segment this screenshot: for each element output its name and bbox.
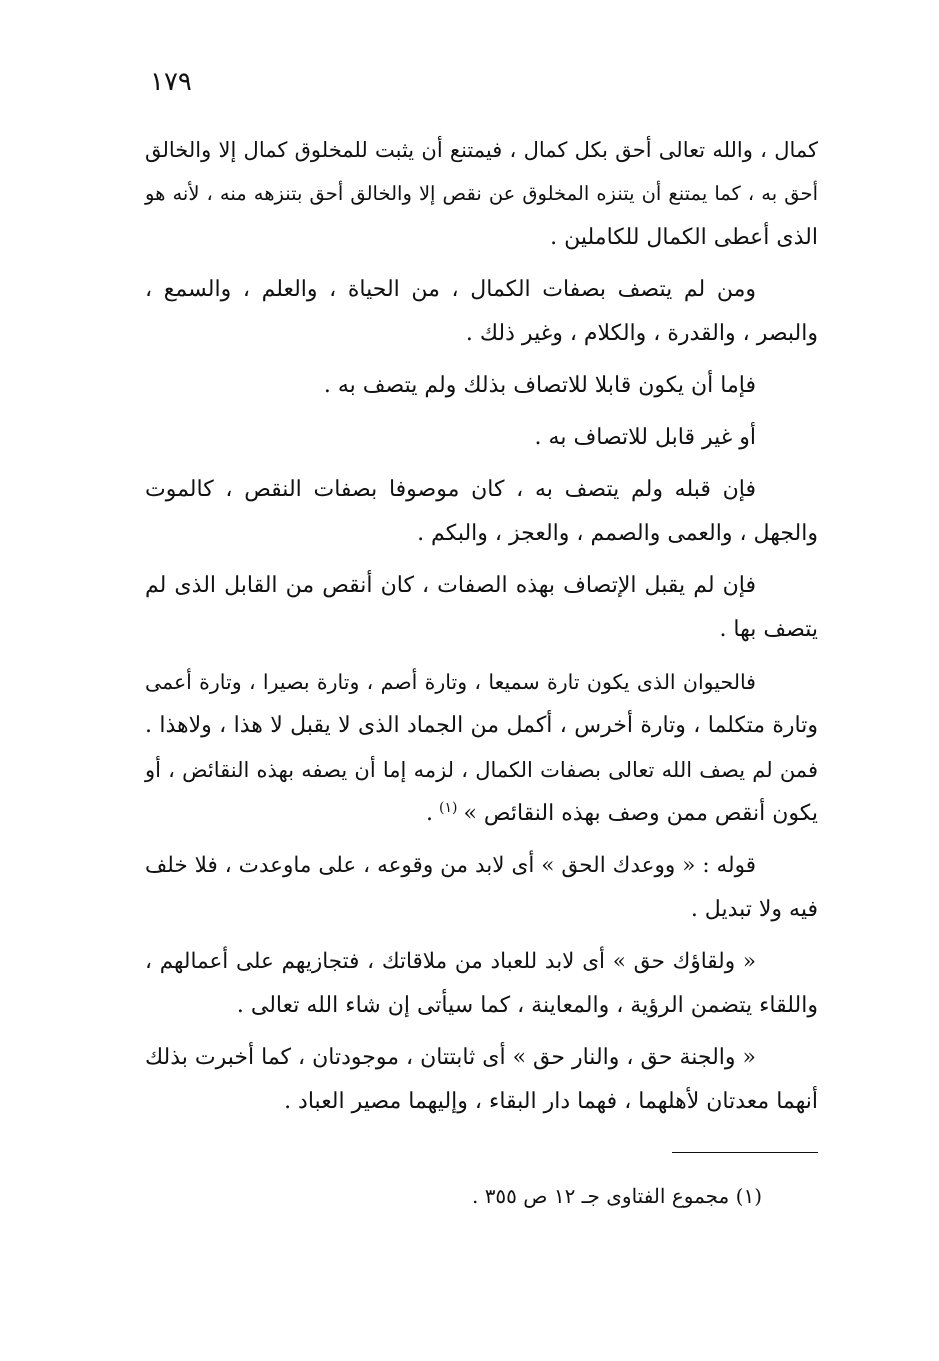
text-line: والبصر ، والقدرة ، والكلام ، وغير ذلك . [465,321,818,346]
text-line: كمال ، والله تعالى أحق بكل كمال ، فيمتنع أن يثبت للمخلوق كمال إلا والخالق [145,138,818,162]
footnote-reference: (١) [438,799,458,816]
text-line: فيه ولا تبديل . [690,897,818,922]
text-line: والجهل ، والعمى والصمم ، والعجز ، والبكم . [417,521,818,546]
text-line-with-footnote-ref [145,792,818,836]
text-line: وتارة متكلما ، وتارة أخرس ، أكمل من الجماد الذى لا يقبل لا هذا ، ولاهذا . [145,713,818,738]
paragraph [145,268,818,356]
text-line: ومن لم يتصف بصفات الكمال ، من الحياة ، والعلم ، والسمع ، [145,277,756,302]
text-line: « ولقاؤك حق » أى لابد للعباد من ملاقاتك ، فتجازيهم على أعمالهم ، [145,949,756,974]
line-end-mark: . [425,801,433,826]
text-line: الذى أعطى الكمال للكاملين . [550,225,818,250]
text-line: « والجنة حق ، والنار حق » أى ثابتتان ، موجودتان ، كما أخبرت بذلك [145,1045,756,1070]
text-line-content: يكون أنقص ممن وصف بهذه النقائص » [463,801,818,826]
main-text [145,128,818,1124]
footnote-divider [672,1152,818,1153]
text-line: أو غير قابل للاتصاف به . [534,425,756,450]
paragraph [145,940,818,1028]
text-line: فإن قبله ولم يتصف به ، كان موصوفا بصفات النقص ، كالموت [145,477,756,502]
text-line: قوله : « ووعدك الحق » أى لابد من وقوعه ، على ماوعدت ، فلا خلف [145,853,756,878]
text-line: فالحيوان الذى يكون تارة سميعا ، وتارة أصم ، وتارة بصيرا ، وتارة أعمى [145,670,756,694]
paragraph [145,416,818,460]
paragraph [145,128,818,260]
page-number: ١٧٩ [150,67,192,97]
paragraph [145,1036,818,1124]
text-line: فمن لم يصف الله تعالى بصفات الكمال ، لزمه إما أن يصفه بهذه النقائض ، أو [145,758,818,782]
footnote: (١) مجموع الفتاوى جـ ١٢ ص ٣٥٥ . [471,1184,762,1208]
text-line: فإما أن يكون قابلا للاتصاف بذلك ولم يتصف به . [323,373,756,398]
paragraph [145,564,818,652]
text-line: يتصف بها . [719,617,818,642]
paragraph [145,364,818,408]
text-line: فإن لم يقبل الإتصاف بهذه الصفات ، كان أنقص من القابل الذى لم [145,573,756,598]
text-line: واللقاء يتضمن الرؤية ، والمعاينة ، كما سيأتى إن شاء الله تعالى . [236,993,818,1018]
paragraph [145,468,818,556]
paragraph [145,844,818,932]
text-line: أنهما معدتان لأهلهما ، فهما دار البقاء ، وإليهما مصير العباد . [284,1089,818,1114]
paragraph [145,660,818,836]
text-line: أحق به ، كما يمتنع أن يتنزه المخلوق عن نقص إلا والخالق أحق بتنزهه منه ، لأنه هو [145,182,818,205]
